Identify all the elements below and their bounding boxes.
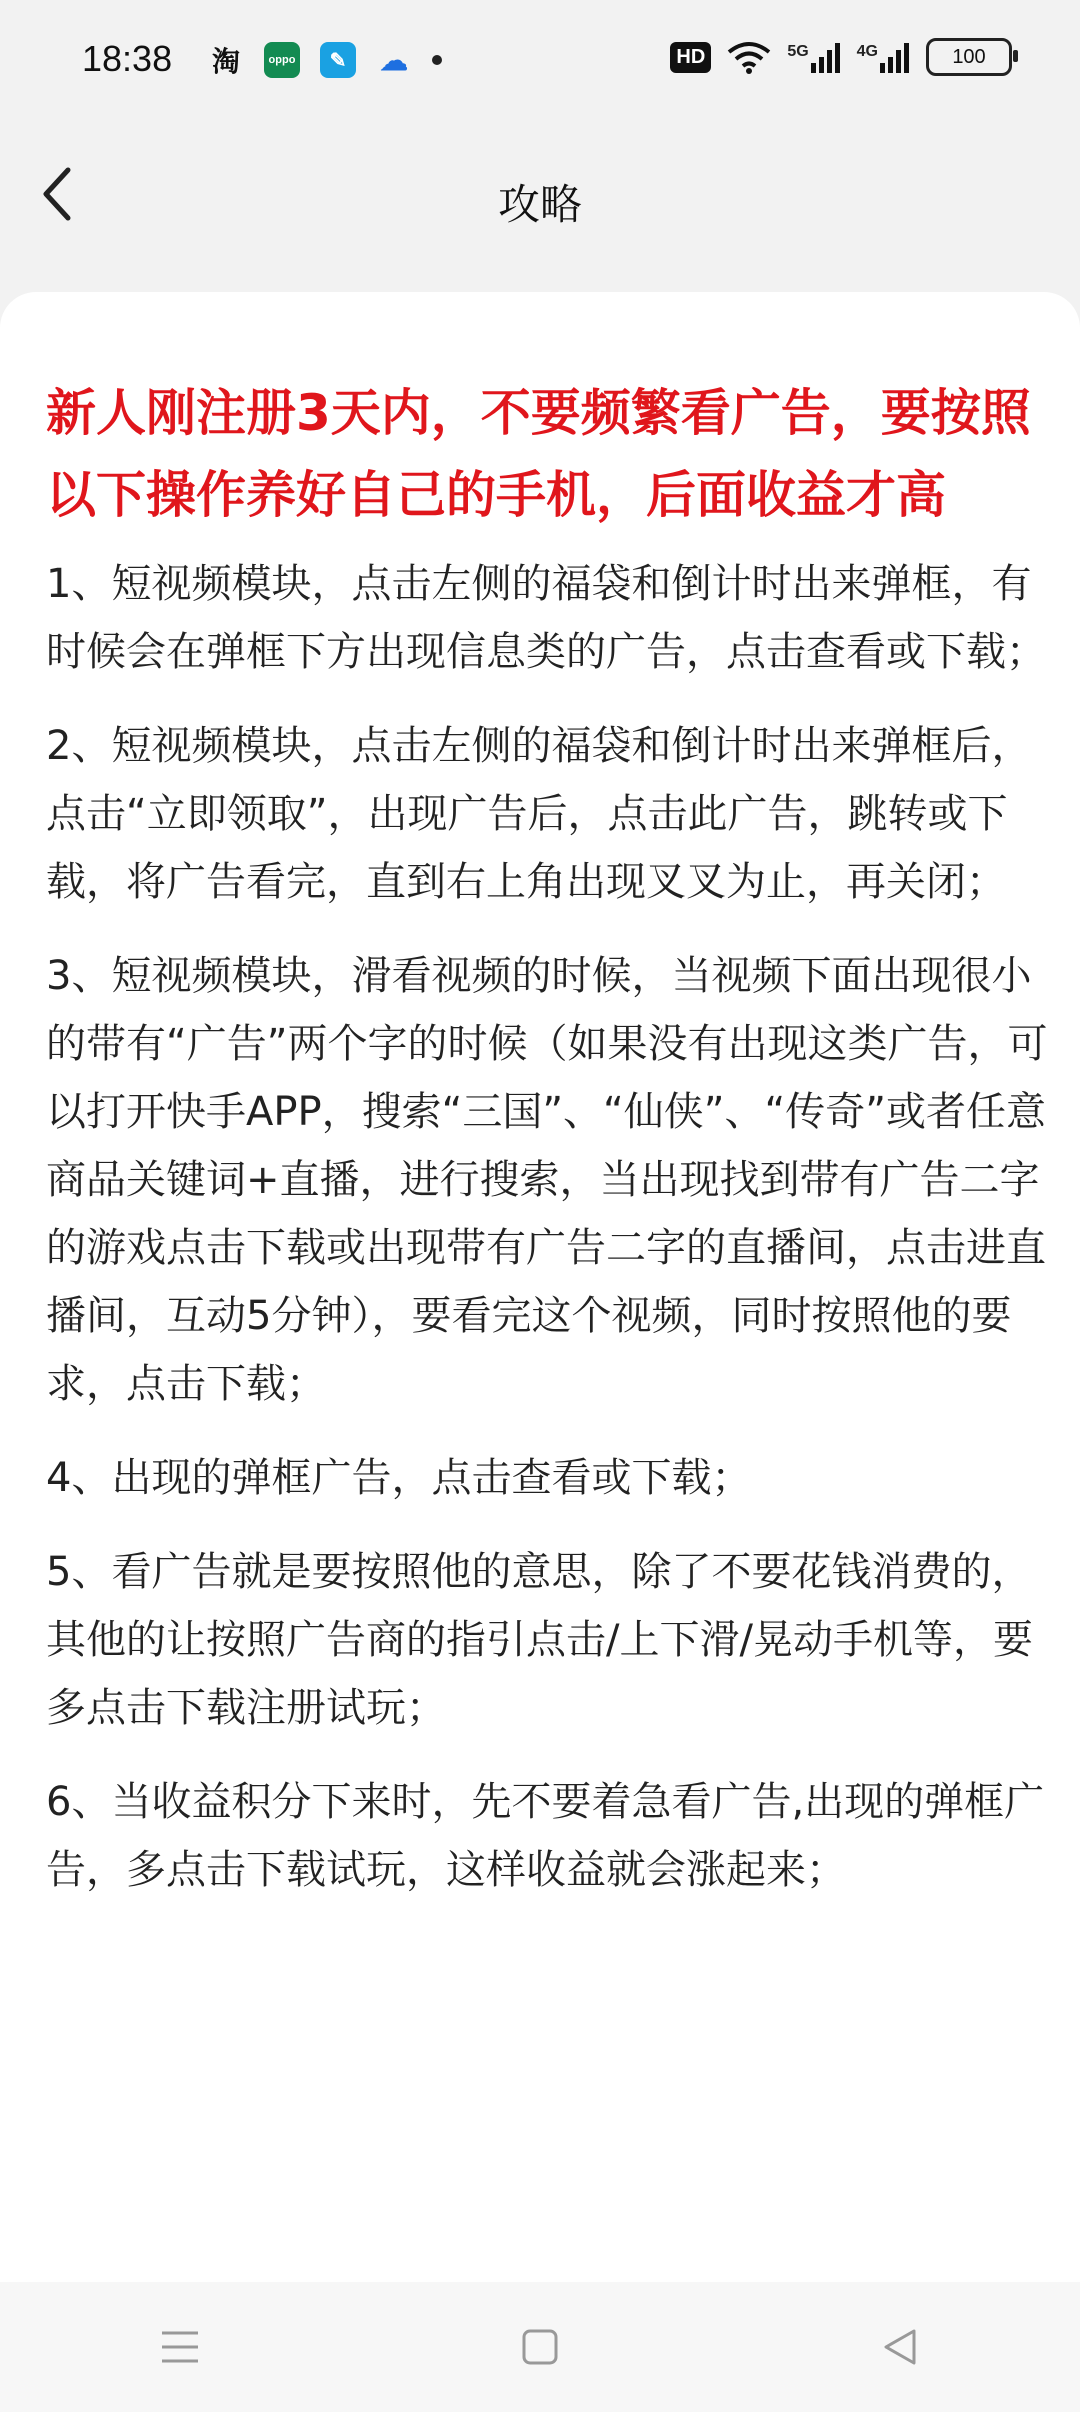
- guide-steps-list: [46, 550, 1056, 1904]
- guide-headline: 新人刚注册3天内，不要频繁看广告，要按照以下操作养好自己的手机，后面收益才高: [46, 384, 1031, 524]
- guide-step: 3、短视频模块，滑看视频的时候，当视频下面出现很小的带有“广告”两个字的时候（如果没有出现这类广告，可以打开快手APP，搜索“三国”、“仙侠”、“传奇”或者任意商品关键词+直播，进行搜索，当出现找到带有广告二字的游戏点击下载或出现带有广告二字的直播间，点击进直播间，互动5分钟），要看完这个视频，同时按照他的要求，点击下载；: [46, 953, 1048, 1407]
- signal-4g: 4G: [857, 41, 910, 73]
- guide-content-card[interactable]: [0, 292, 1080, 2282]
- battery-level: 100: [952, 45, 986, 68]
- taobao-icon: 淘: [211, 46, 240, 77]
- wifi-icon: [727, 40, 771, 74]
- notification-icons: [208, 42, 442, 78]
- cloud-icon: ☁: [380, 44, 408, 76]
- oppo-label: oppo: [268, 54, 296, 66]
- guide-step: 1、短视频模块，点击左侧的福袋和倒计时出来弹框，有时候会在弹框下方出现信息类的广告，点击查看或下载；: [46, 561, 1046, 675]
- guide-step: 6、当收益积分下来时，先不要着急看广告,出现的弹框广告，多点击下载试玩，这样收益就会涨起来；: [46, 1779, 1045, 1893]
- home-button[interactable]: [490, 2307, 590, 2387]
- more-notifications-dot: [432, 55, 442, 65]
- system-indicators: [670, 38, 1012, 76]
- guide-step: 5、看广告就是要按照他的意思，除了不要花钱消费的，其他的让按照广告商的指引点击/上下滑/晃动手机等，要多点击下载注册试玩；: [46, 1549, 1033, 1731]
- back-triangle-icon: [880, 2327, 920, 2367]
- signal-bars-icon: [811, 41, 841, 73]
- guide-step: 4、出现的弹框广告，点击查看或下载；: [46, 1455, 752, 1501]
- oppo-icon: [264, 42, 300, 78]
- system-back-button[interactable]: [850, 2307, 950, 2387]
- guide-step: 2、短视频模块，点击左侧的福袋和倒计时出来弹框后，点击“立即领取”，出现广告后，点击此广告，跳转或下载，将广告看完，直到右上角出现叉叉为止，再关闭；: [46, 723, 1032, 905]
- battery-icon: [926, 38, 1012, 76]
- recent-apps-button[interactable]: [130, 2307, 230, 2387]
- hd-icon: HD: [670, 42, 711, 73]
- signal-5g: 5G: [787, 41, 840, 73]
- page-title: 攻略: [497, 180, 582, 229]
- note-icon: ✎: [320, 42, 356, 78]
- page-header: [0, 124, 1080, 264]
- system-nav-bar: [0, 2282, 1080, 2412]
- signal-bars-icon: [880, 41, 910, 73]
- menu-icon: [160, 2329, 200, 2365]
- status-time: 18:38: [82, 38, 173, 79]
- status-bar: [0, 0, 1080, 124]
- home-icon: [521, 2328, 559, 2366]
